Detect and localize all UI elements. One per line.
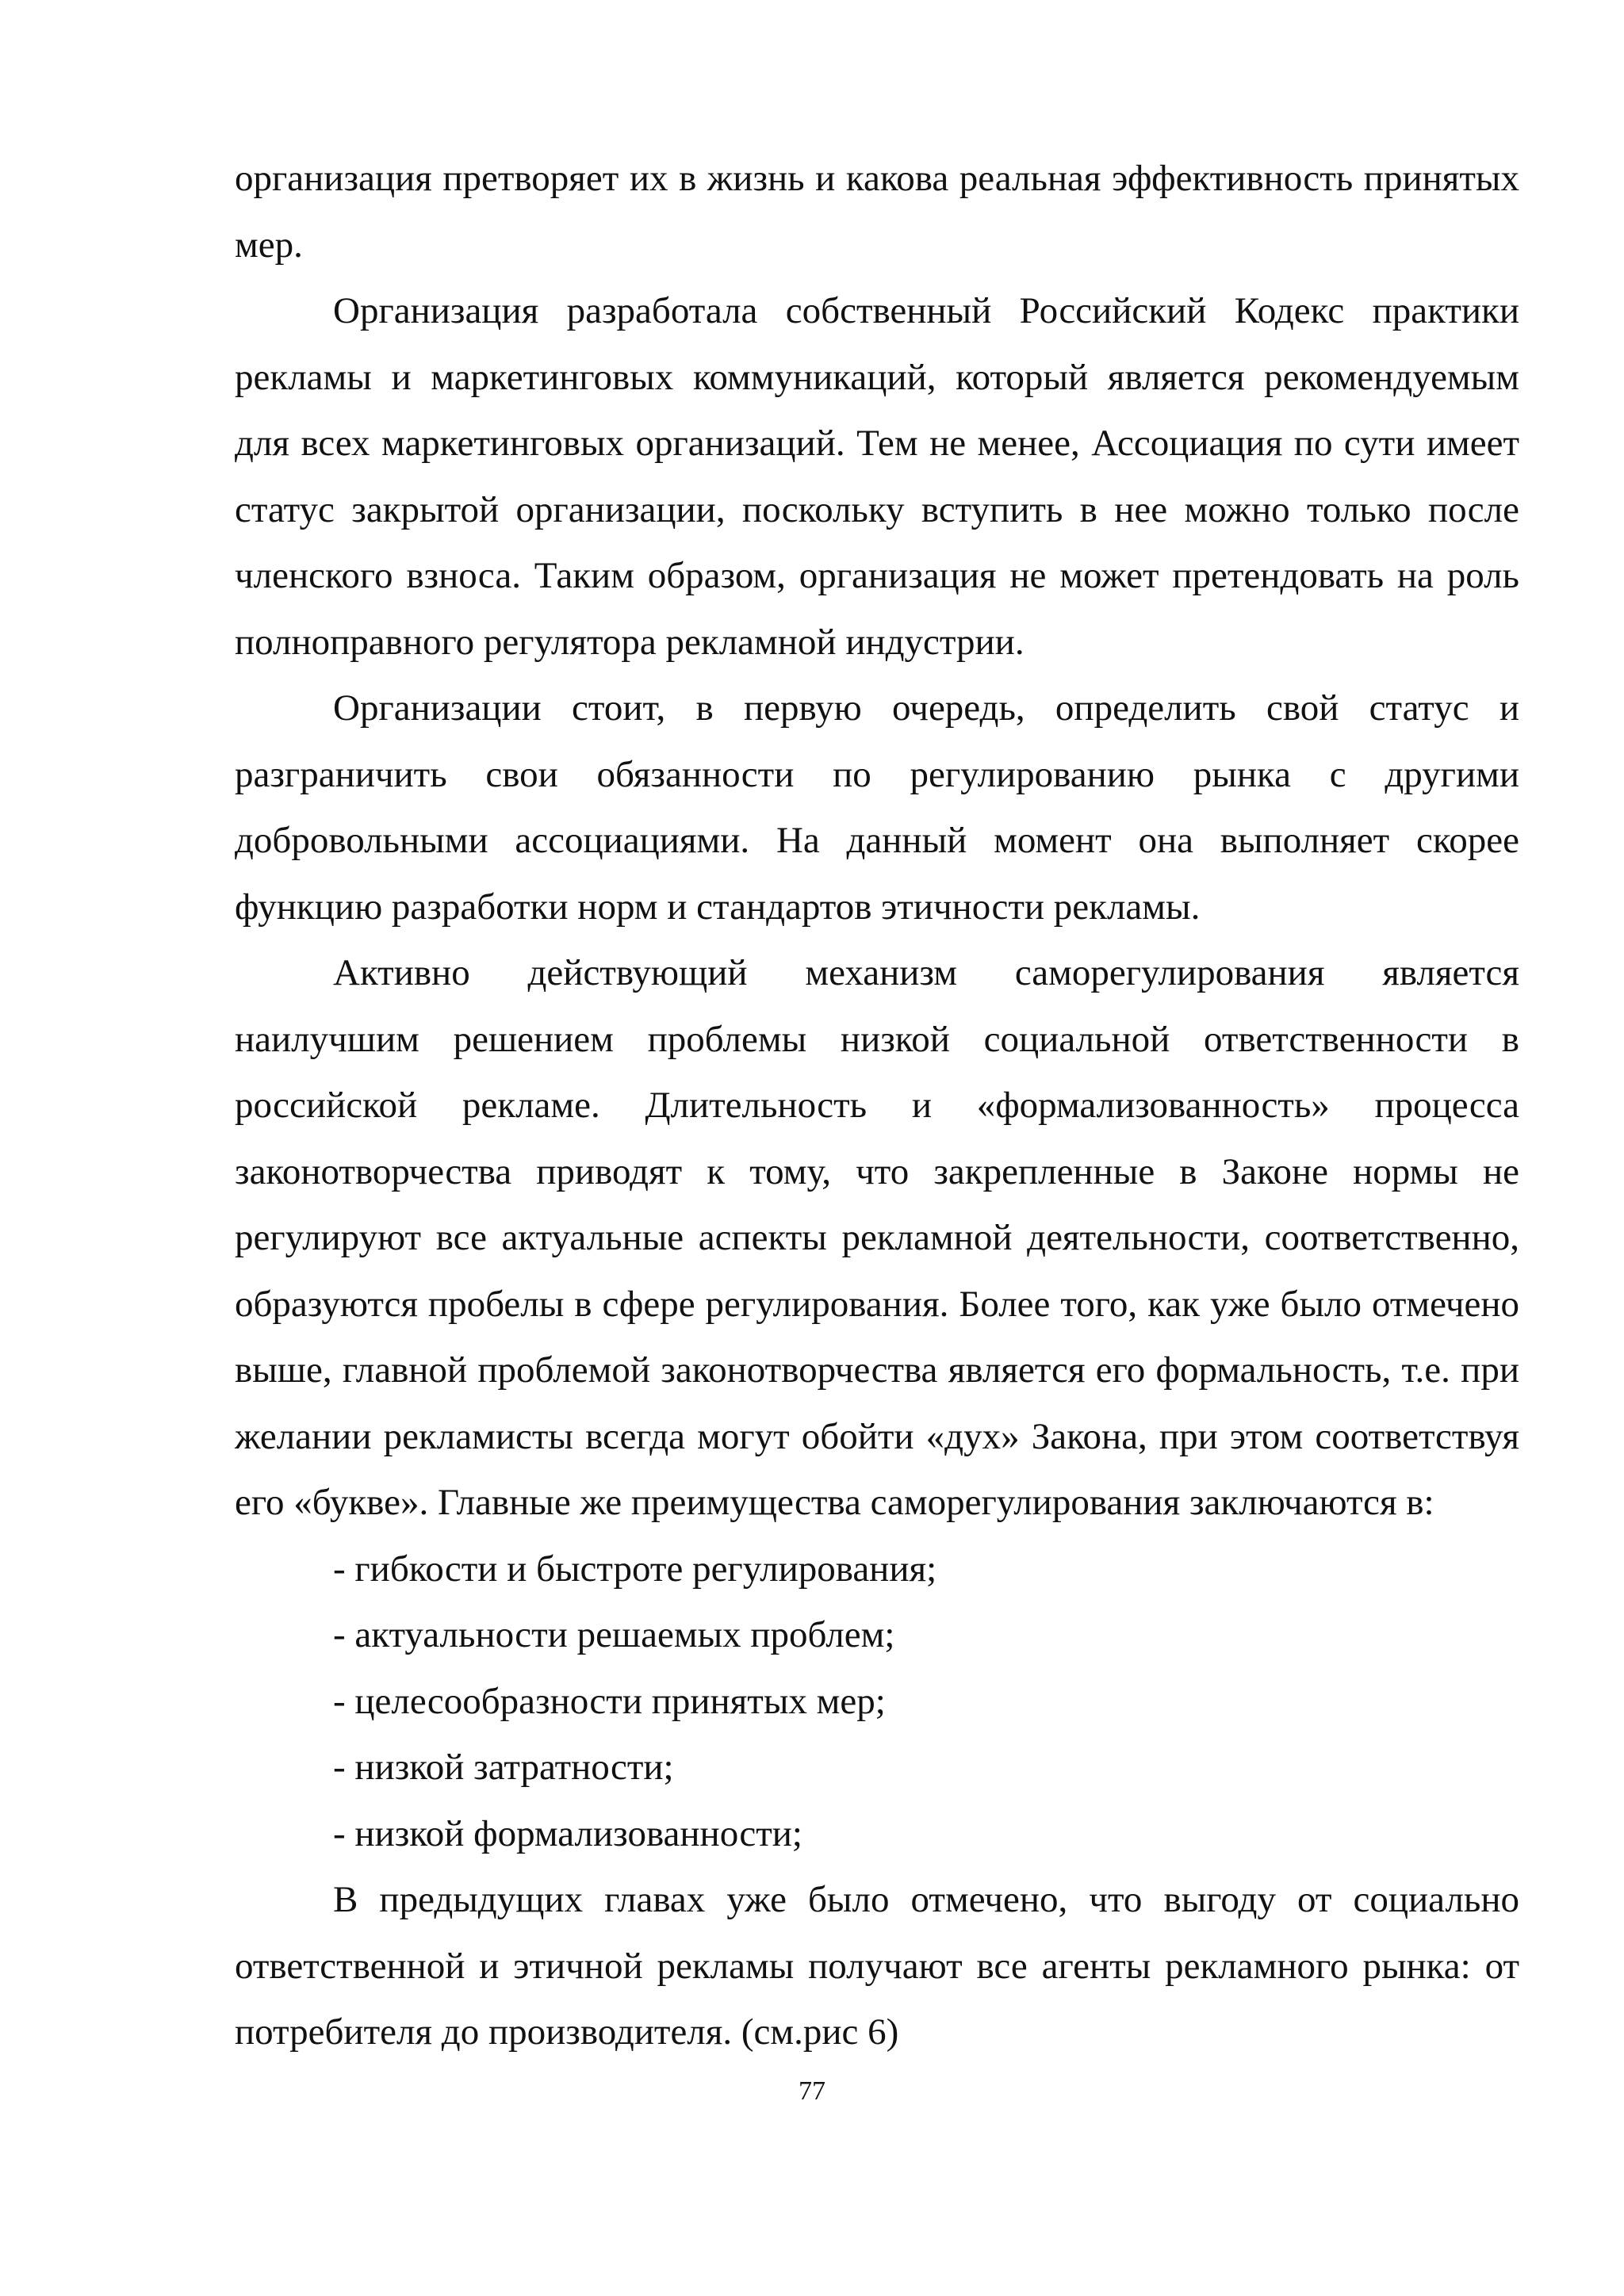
paragraph-self-regulation: Активно действующий механизм саморегулирования является наилучшим решением проблемы низкой социальной ответственности в российской рекламе. Длительность и «формализованность» процесса законотворчества приводят к тому, что закрепленные в Законе нормы не регулируют все актуальные аспекты рекламной деятельности, соответственно, образуются пробелы в сфере регулирования. Более того, как уже было отмечено выше, главной проблемой законотворчества является его формальность, т.е. при желании рекламисты всегда могут обойти «дух» Закона, при этом соответствуя его «букве». Главные же преимущества саморегулирования заключаются в: [235, 952, 1519, 1523]
list-item: - низкой формализованности; [333, 1812, 802, 1854]
paragraph-russian-code: Организация разработала собственный Российский Кодекс практики рекламы и маркетинговых коммуникаций, который является рекомендуемым для всех маркетинговых организаций. Тем не менее, Ассоциация по сути имеет статус закрытой организации, поскольку вступить в нее можно только после членского взноса. Таким образом, организация не может претендовать на роль полноправного регулятора рекламной индустрии. [235, 290, 1519, 663]
paragraph-organization-status: Организации стоит, в первую очередь, определить свой статус и разграничить свои обязанности по регулированию рынка с другими добровольными ассоциациями. На данный момент она выполняет скорее функцию разработки норм и стандартов этичности рекламы. [235, 687, 1519, 928]
paragraph-continuation: организация претворяет их в жизнь и какова реальная эффективность принятых мер. [235, 158, 1519, 266]
list-item: - низкой затратности; [333, 1747, 674, 1788]
page-number: 77 [799, 2076, 825, 2106]
advantages-list [235, 1536, 1519, 1868]
body-text [235, 146, 1519, 2066]
list-item: - актуальности решаемых проблем; [333, 1614, 895, 1655]
list-item: - гибкости и быстроте регулирования; [333, 1548, 937, 1590]
list-item: - целесообразности принятых мер; [333, 1680, 886, 1722]
paragraph-closing: В предыдущих главах уже было отмечено, что выгоду от социально ответственной и этичной рекламы получают все агенты рекламного рынка: от потребителя до производителя. (см.рис 6) [235, 1879, 1519, 2053]
